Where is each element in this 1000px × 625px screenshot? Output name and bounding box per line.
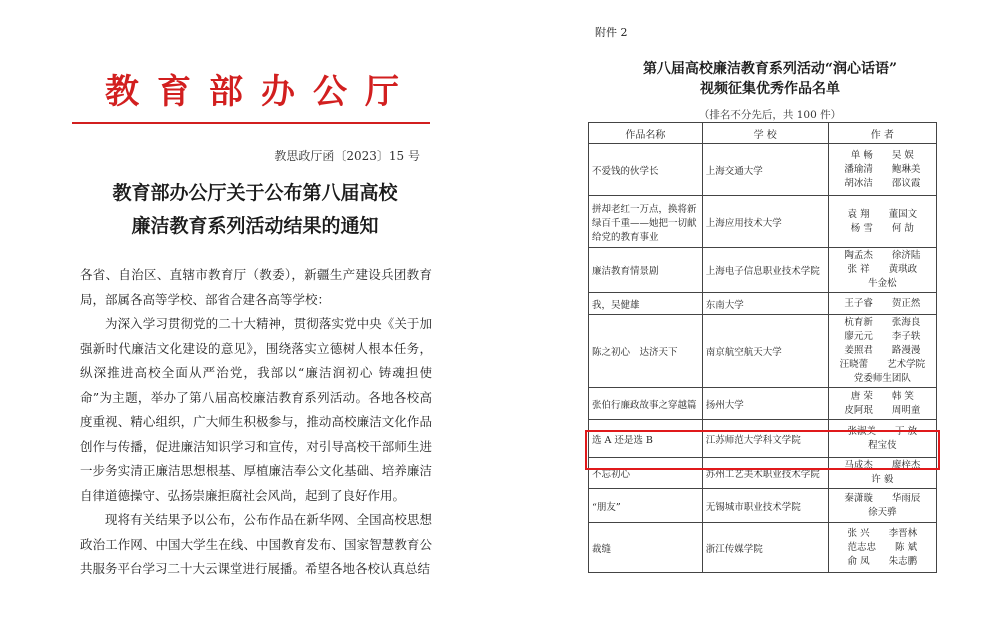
author-line: 许 毅: [871, 474, 894, 485]
table-row: [589, 293, 937, 315]
author-line: 张 祥 黄琪政: [847, 264, 918, 275]
author-line: 姜照君 路漫漫: [844, 345, 921, 356]
author-line: 牛金松: [868, 278, 897, 289]
red-divider-line: [72, 122, 430, 124]
paragraph-1: 为深入学习贯彻党的二十大精神，贯彻落实党中央《关于加强新时代廉洁文化建设的意见》，围绕落实立德树人根本任务，纵深推进高校全面从严治党，我部以“廉洁润初心 铸魂担使命”为主题，举办了第八届高校廉洁教育系列活动。各地各校高度重视、精心组织，广大师生积极参与，推动高校廉洁文化作品创作与传播，促进廉洁知识学习和宣传，对引导高校干部师生进一步务实清正廉洁思想根基、厚植廉洁奉公文化基础、培养廉洁自律道德操守、弘扬崇廉拒腐社会风尚，起到了良好作用。: [80, 316, 432, 503]
author-line: 胡冰洁 邵议霞: [844, 177, 921, 189]
header-school: 学 校: [702, 123, 828, 144]
author-line: 王子睿 贺正然: [844, 297, 921, 309]
highlight-box: [585, 430, 940, 470]
author-line: 秦潇璇 华雨辰: [844, 492, 921, 504]
school-name: 上海交通大学: [702, 144, 828, 196]
list-title-line1: 第八届高校廉洁教育系列活动“润心话语”: [642, 61, 898, 77]
table-row: [589, 489, 937, 523]
author-line: 唐 荣 韩 笑: [850, 390, 914, 402]
attachment-label: 附件 2: [595, 26, 628, 39]
header-authors: 作 者: [828, 123, 936, 144]
awards-table: [588, 122, 937, 573]
authors-cell: [828, 388, 936, 420]
notice-title-line2: 廉洁教育系列活动结果的通知: [131, 215, 379, 237]
paragraph-2: 现将有关结果予以公布，公布作品在新华网、全国高校思想政治工作网、中国大学生在线、中国教育发布、国家智慧教育公共服务平台学习二十大云课堂进行展播。希望各地各校认真总结: [80, 512, 432, 576]
school-name: 江苏师范大学科文学院: [702, 420, 828, 458]
authors-cell: [828, 489, 936, 523]
author-line: 陶孟杰 徐济陆: [844, 250, 921, 261]
authors-cell: [828, 293, 936, 315]
author-line: 范志忠 陈 斌: [847, 541, 918, 553]
authors-cell: [828, 523, 936, 573]
school-name: 无锡城市职业技术学院: [702, 489, 828, 523]
work-name: 我，吴健雄: [589, 293, 703, 315]
masthead: 教育部办公厅: [105, 72, 417, 112]
author-line: 俞 凤 朱志鹏: [847, 555, 918, 567]
work-name: 不爱钱的伙学长: [589, 144, 703, 196]
work-name: 不忘初心: [589, 458, 703, 489]
work-name: “朋友”: [589, 489, 703, 523]
author-line: 张 兴 李晋林: [847, 527, 918, 539]
author-line: 皮阿珉 周明童: [844, 404, 921, 416]
author-line: 廖元元 李子轶: [844, 331, 921, 342]
author-line: 徐天骅: [868, 506, 897, 518]
work-name: 拼却老红一万点，换将新绿百千重——她把一切献给党的教育事业: [589, 196, 703, 248]
authors-cell: [828, 315, 936, 388]
author-line: 单 畅 吴 娱: [850, 149, 914, 161]
list-subtitle: （排名不分先后，共 100 件）: [698, 109, 842, 121]
school-name: 南京航空航天大学: [702, 315, 828, 388]
notice-body: [80, 263, 432, 582]
salutation: 各省、自治区、直辖市教育厅（教委），新疆生产建设兵团教育局，部属各高等学校、部省合建各高等学校：: [80, 267, 432, 307]
work-name: 张伯行廉政故事之穿越篇: [589, 388, 703, 420]
table-row: [589, 144, 937, 196]
table-row: [589, 248, 937, 293]
authors-cell: [828, 144, 936, 196]
author-line: 杭育新 张海良: [844, 317, 921, 328]
author-line: 潘瑜清 鲍琳美: [844, 163, 921, 175]
author-line: 程宝伎: [868, 439, 897, 451]
table-body: [589, 144, 937, 573]
work-name: 陈之初心 达济天下: [589, 315, 703, 388]
table-header-row: [589, 123, 937, 144]
table-row: [589, 196, 937, 248]
list-title-line2: 视频征集优秀作品名单: [700, 81, 840, 97]
school-name: 东南大学: [702, 293, 828, 315]
table-row: [589, 523, 937, 573]
award-list-page: [540, 0, 1000, 625]
school-name: 苏州工艺美术职业技术学院: [702, 458, 828, 489]
table-row: [589, 315, 937, 388]
author-line: 马成杰 廖梓杰: [844, 460, 921, 471]
work-name: 廉洁教育情景剧: [589, 248, 703, 293]
school-name: 上海应用技术大学: [702, 196, 828, 248]
document-number: 教思政厅函〔2023〕15 号: [274, 149, 420, 163]
header-work-name: 作品名称: [589, 123, 703, 144]
author-line: 张淑美 丁 放: [847, 425, 918, 437]
school-name: 浙江传媒学院: [702, 523, 828, 573]
authors-cell: [828, 248, 936, 293]
school-name: 上海电子信息职业技术学院: [702, 248, 828, 293]
authors-cell: [828, 196, 936, 248]
author-line: 党委师生团队: [853, 373, 911, 384]
work-name: 裁缝: [589, 523, 703, 573]
notice-title-line1: 教育部办公厅关于公布第八届高校: [112, 182, 398, 204]
author-line: 汪晓蕾 艺术学院: [839, 359, 926, 370]
author-line: 杨 雪 何 劼: [850, 222, 914, 234]
table-row: [589, 388, 937, 420]
work-name: 选 A 还是选 B: [589, 420, 703, 458]
author-line: 袁 翔 董国文: [847, 208, 918, 220]
school-name: 扬州大学: [702, 388, 828, 420]
